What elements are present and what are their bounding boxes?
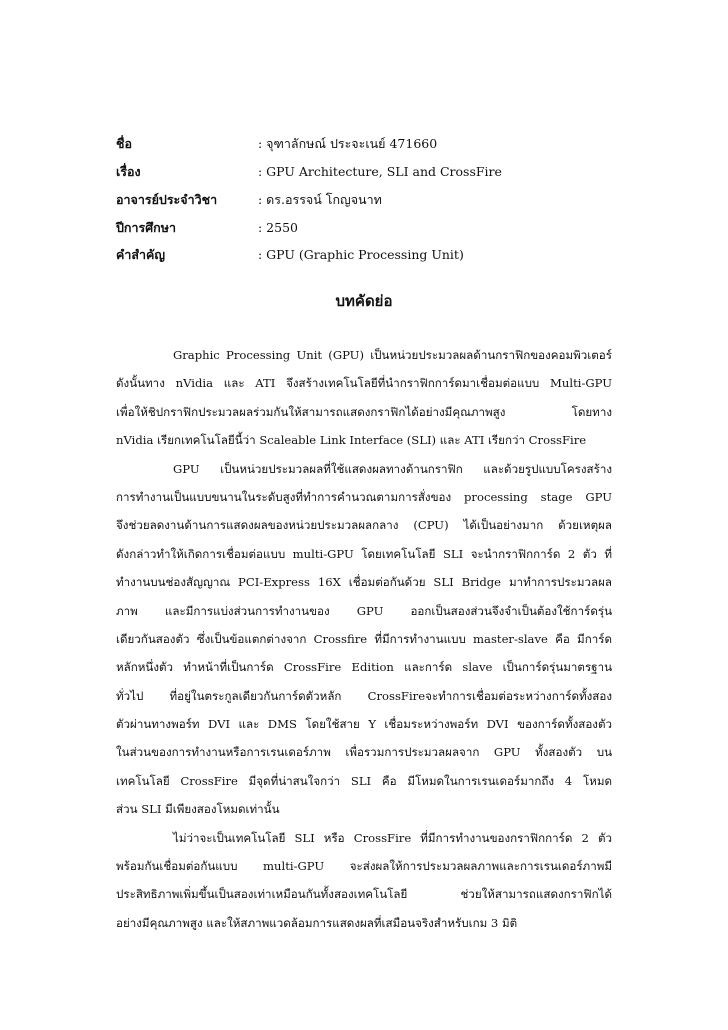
meta-value-topic: : GPU Architecture, SLI and CrossFire [258, 164, 502, 179]
abstract-title: บทคัดย่อ [335, 292, 393, 310]
meta-label-topic: เรื่อง [116, 164, 141, 179]
meta-label-academic-year: ปีการศึกษา [116, 220, 176, 235]
abstract-line: GPU เป็นหน่วยประมวลผลที่ใช้แสดงผลทางด้านกราฟิก และด้วยรูปแบบโครงสร้าง [173, 461, 612, 476]
abstract-line: ไม่ว่าจะเป็นเทคโนโลยี SLI หรือ CrossFire ที่มีการทำงานของกราฟิกการ์ด 2 ตัว [173, 830, 612, 845]
meta-value-advisor: : ดร.อรรจน์ โกญจนาท [258, 192, 382, 207]
abstract-line: การทำงานเป็นแบบขนานในระดับสูงที่ทำการคำนวณตามการสั่งของ processing stage GPU [116, 489, 612, 504]
abstract-line: ในส่วนของการทำงานหรือการเรนเดอร์ภาพ เพื่อรวมการประมวลผลจาก GPU ทั้งสองตัว บน [116, 745, 612, 760]
meta-label-advisor: อาจารย์ประจำวิชา [116, 192, 218, 207]
abstract-line: เดียวกันสองตัว ซึ่งเป็นข้อแตกต่างจาก Crossfire ที่มีการทำงานแบบ master-slave คือ มีการ์ด [116, 631, 612, 646]
abstract-line: ทั่วไป ที่อยู่ในตระกูลเดียวกันการ์ดตัวหลัก CrossFireจะทำการเชื่อมต่อระหว่างการ์ดทั้งสอง [116, 688, 612, 703]
abstract-body [116, 341, 612, 937]
abstract-line: ภาพ และมีการแบ่งส่วนการทำงานของ GPU ออกเป็นสองส่วนจึงจำเป็นต้องใช้การ์ดรุ่น [116, 603, 612, 618]
abstract-line: ตัวผ่านทางพอร์ท DVI และ DMS โดยใช้สาย Y เชื่อมระหว่างพอร์ท DVI ของการ์ดทั้งสองตัว [116, 717, 612, 732]
abstract-line: ประสิทธิภาพเพิ่มขึ้นเป็นสองเท่าเหมือนกันทั้งสองเทคโนโลยี ช่วยให้สามารถแสดงกราฟิกได้ [116, 887, 612, 902]
abstract-line: ดังนั้นทาง nVidia และ ATI จึงสร้างเทคโนโลยีที่นำกราฟิกการ์ดมาเชื่อมต่อแบบ Multi-GPU [116, 376, 612, 391]
meta-value-academic-year: : 2550 [258, 220, 298, 235]
abstract-line: เทคโนโลยี CrossFire มีจุดที่น่าสนใจกว่า SLI คือ มีโหมดในการเรนเดอร์มากถึง 4 โหมด [116, 773, 612, 788]
abstract-line: ทำงานบนช่องสัญญาณ PCI-Express 16X เชื่อมต่อกันด้วย SLI Bridge มาทำการประมวลผล [116, 575, 612, 590]
meta-label-keywords: คำสำคัญ [116, 247, 166, 262]
abstract-line: nVidia เรียกเทคโนโลยีนี้ว่า Scaleable Link Interface (SLI) และ ATI เรียกว่า CrossFire [116, 433, 587, 448]
abstract-line: พร้อมกันเชื่อมต่อกันแบบ multi-GPU จะส่งผลให้การประมวลผลภาพและการเรนเดอร์ภาพมี [116, 859, 612, 874]
abstract-line: Graphic Processing Unit (GPU) เป็นหน่วยประมวลผลด้านกราฟิกของคอมพิวเตอร์ [173, 348, 612, 362]
abstract-line: ส่วน SLI มีเพียงสองโหมดเท่านั้น [116, 802, 280, 817]
meta-value-name: : จุฑาลักษณ์ ประจะเนย์ 471660 [258, 136, 438, 151]
meta-value-keywords: : GPU (Graphic Processing Unit) [258, 247, 464, 262]
abstract-line: อย่างมีคุณภาพสูง และให้สภาพแวดล้อมการแสดงผลที่เสมือนจริงสำหรับเกม 3 มิติ [116, 915, 518, 930]
meta-label-name: ชื่อ [116, 136, 132, 151]
abstract-line: หลักหนึ่งตัว ทำหน้าที่เป็นการ์ด CrossFire Edition และการ์ด slave เป็นการ์ดรุ่นมาตรฐาน [116, 660, 612, 675]
abstract-line: จึงช่วยลดงานด้านการแสดงผลของหน่วยประมวลผลกลาง (CPU) ได้เป็นอย่างมาก ด้วยเหตุผล [116, 518, 612, 533]
abstract-line: ดังกล่าวทำให้เกิดการเชื่อมต่อแบบ multi-GPU โดยเทคโนโลยี SLI จะนำกราฟิกการ์ด 2 ตัว ที่ [116, 546, 612, 561]
abstract-line: เพื่อให้ชิปกราฟิกประมวลผลร่วมกันให้สามารถแสดงกราฟิกได้อย่างมีคุณภาพสูง โดยทาง [116, 404, 612, 419]
